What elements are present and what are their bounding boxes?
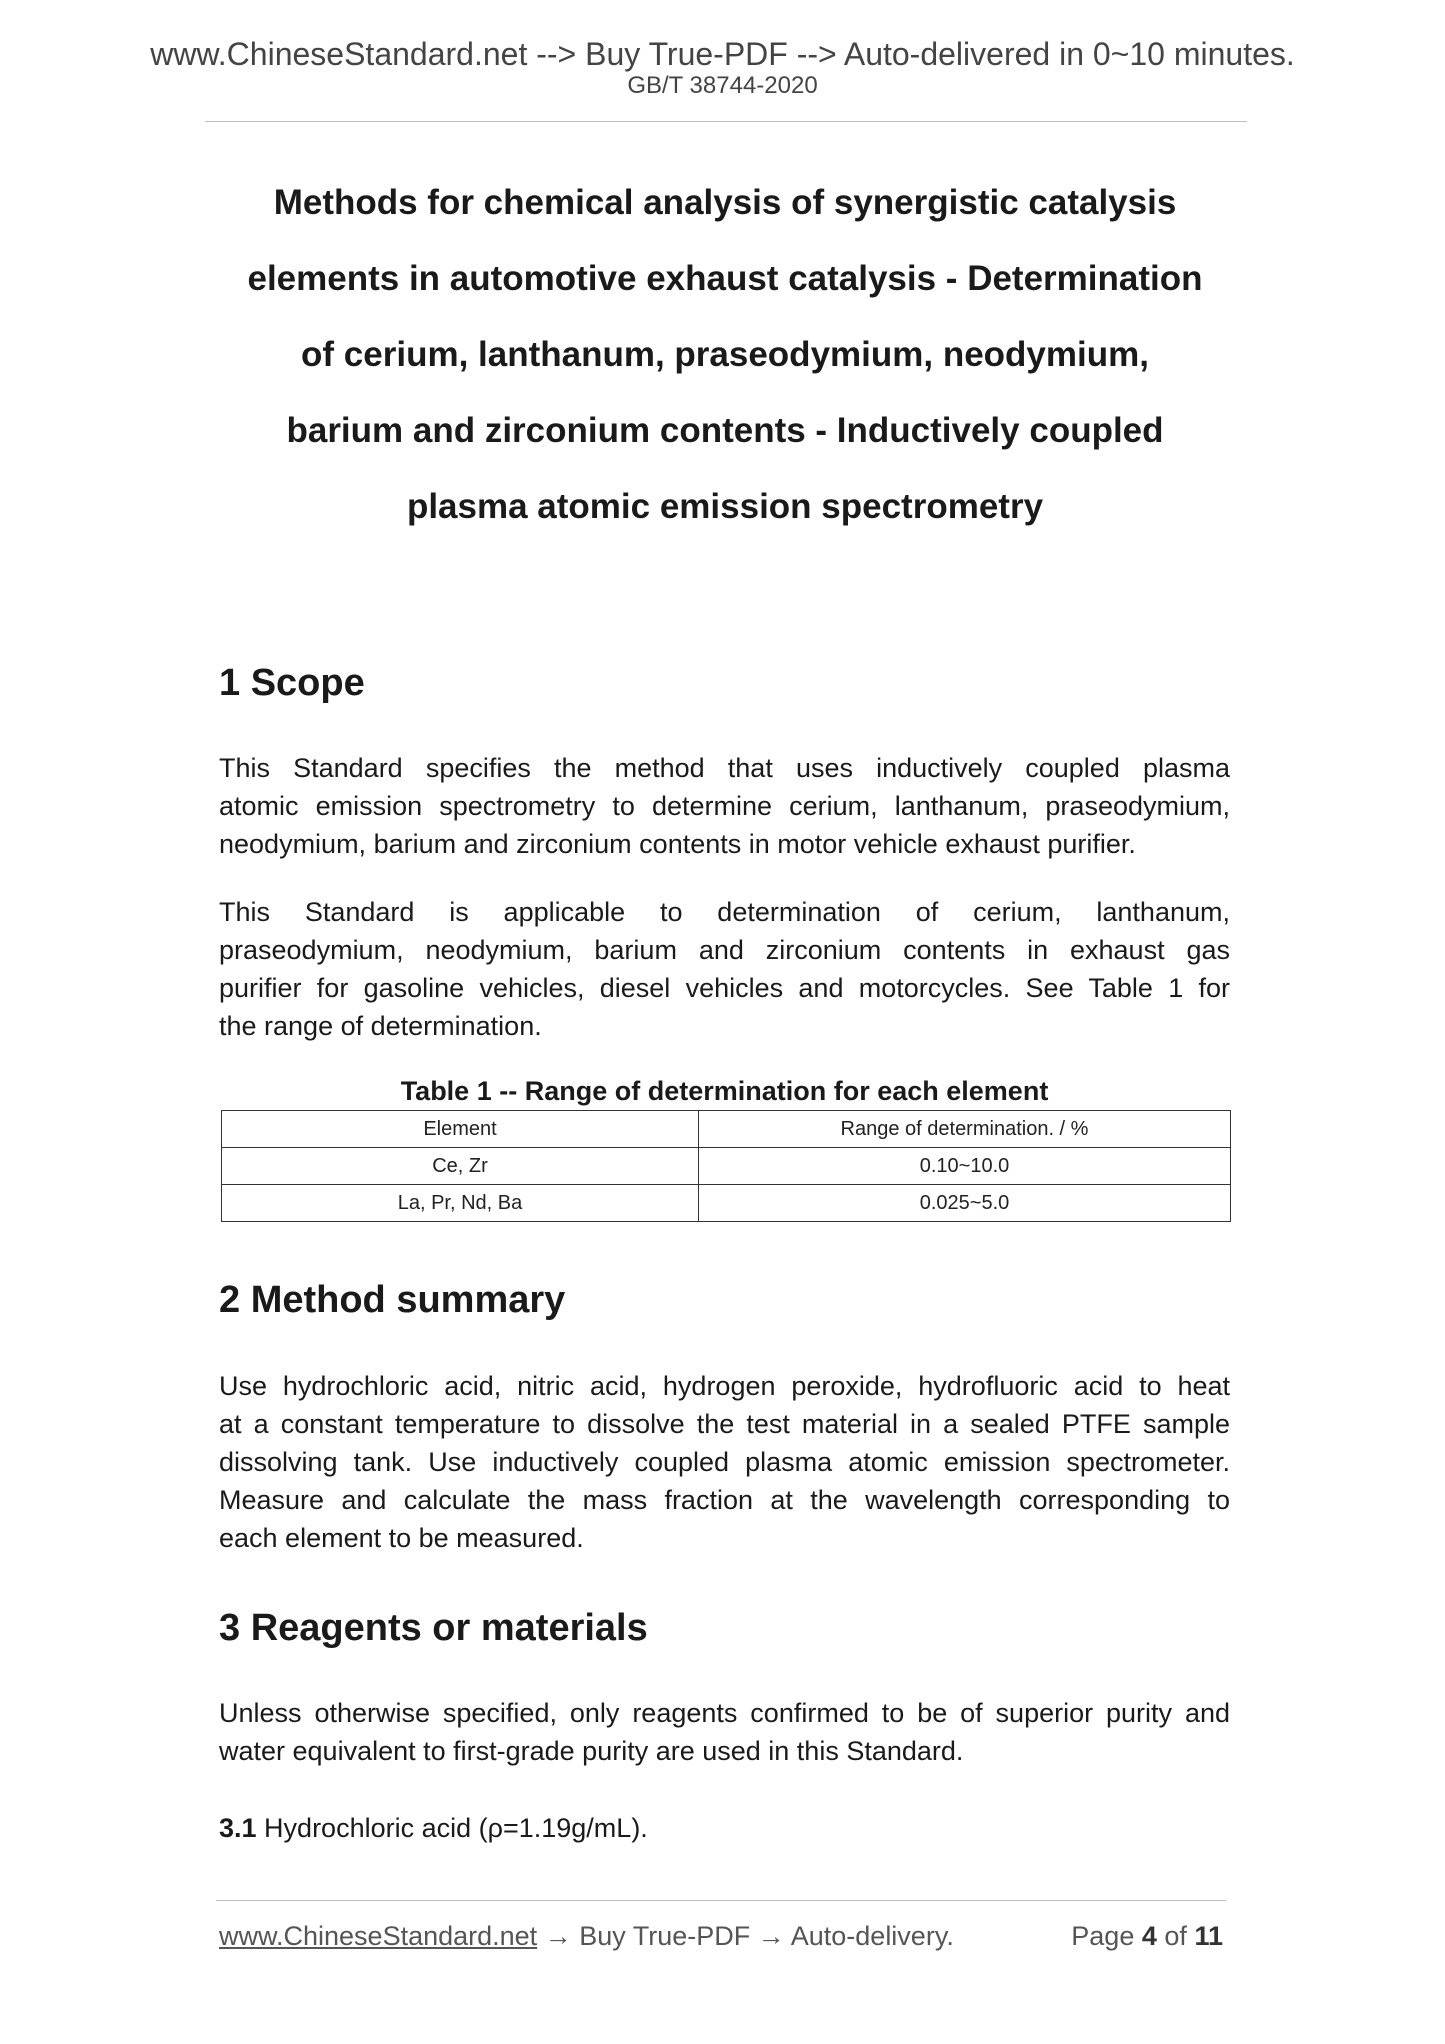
paragraph-line: dissolving tank. Use inductively coupled plasma atomic emission spectrometer. — [219, 1447, 1230, 1477]
table-cell: 0.10~10.0 — [699, 1148, 1231, 1185]
paragraph-line: praseodymium, neodymium, barium and zirconium contents in exhaust gas — [219, 935, 1230, 965]
determination-range-table — [221, 1110, 1231, 1222]
source-banner: www.ChineseStandard.net --> Buy True-PDF --> Auto-delivered in 0~10 minutes. — [150, 36, 1295, 72]
title-line: of cerium, lanthanum, praseodymium, neodymium, — [301, 335, 1149, 374]
reagents-paragraph — [219, 1694, 1230, 1770]
table-row — [222, 1185, 1231, 1222]
title-line: barium and zirconium contents - Inductively coupled — [286, 411, 1164, 450]
paragraph-line: atomic emission spectrometry to determine cerium, lanthanum, praseodymium, — [219, 791, 1230, 821]
paragraph-line: water equivalent to first-grade purity are used in this Standard. — [219, 1736, 964, 1766]
footer-website-link[interactable]: www.ChineseStandard.net — [219, 1921, 538, 1951]
table-header-cell: Element — [222, 1111, 699, 1148]
paragraph-line: purifier for gasoline vehicles, diesel vehicles and motorcycles. See Table 1 for — [219, 973, 1230, 1003]
table-cell: La, Pr, Nd, Ba — [222, 1185, 699, 1222]
paragraph-line: This Standard specifies the method that uses inductively coupled plasma — [219, 753, 1230, 783]
reagent-item-3-1 — [219, 1809, 1230, 1847]
page-label: Page — [1071, 1921, 1135, 1951]
header-divider — [205, 121, 1247, 122]
paragraph-line: Unless otherwise specified, only reagents confirmed to be of superior purity and — [219, 1698, 1230, 1728]
paragraph-line: at a constant temperature to dissolve the test material in a sealed PTFE sample — [219, 1409, 1230, 1439]
paragraph-line: Measure and calculate the mass fraction at the wavelength corresponding to — [219, 1485, 1230, 1515]
method-summary-paragraph — [219, 1367, 1230, 1557]
table-caption: Table 1 -- Range of determination for each element — [400, 1076, 1049, 1106]
paragraph-line: This Standard is applicable to determination of cerium, lanthanum, — [219, 897, 1230, 927]
clause-text: Hydrochloric acid (ρ=1.19g/mL). — [256, 1813, 648, 1843]
section-heading-method-summary: 2 Method summary — [219, 1279, 566, 1321]
title-line: plasma atomic emission spectrometry — [406, 487, 1044, 526]
section-heading-reagents: 3 Reagents or materials — [219, 1607, 648, 1649]
paragraph-line: Use hydrochloric acid, nitric acid, hydrogen peroxide, hydrofluoric acid to heat — [219, 1371, 1230, 1401]
paragraph-line: neodymium, barium and zirconium contents in motor vehicle exhaust purifier. — [219, 829, 1136, 859]
table-cell: 0.025~5.0 — [699, 1185, 1231, 1222]
reagent-item-line — [219, 1809, 1230, 1847]
scope-paragraph-1 — [219, 749, 1230, 863]
title-line: elements in automotive exhaust catalysis - Determination — [247, 259, 1203, 298]
scope-paragraph-2 — [219, 893, 1230, 1045]
table-cell: Ce, Zr — [222, 1148, 699, 1185]
paragraph-line: each element to be measured. — [219, 1523, 584, 1553]
footer-divider — [216, 1900, 1226, 1901]
document-title — [200, 165, 1250, 545]
page-indicator — [1071, 1923, 1223, 1950]
table-row — [222, 1148, 1231, 1185]
page-footer — [219, 1923, 1223, 1950]
of-label: of — [1164, 1921, 1187, 1951]
paragraph-line: the range of determination. — [219, 1011, 542, 1041]
page-number: 4 — [1141, 1921, 1157, 1951]
table-header-row — [222, 1111, 1231, 1148]
footer-tagline: → Buy True-PDF → Auto-delivery. — [537, 1921, 954, 1951]
page-total: 11 — [1194, 1921, 1223, 1951]
standard-code: GB/T 38744-2020 — [627, 72, 818, 99]
table-header-cell: Range of determination. / % — [699, 1111, 1231, 1148]
section-heading-scope: 1 Scope — [219, 662, 365, 704]
title-line: Methods for chemical analysis of synergistic catalysis — [273, 183, 1177, 222]
clause-number: 3.1 — [219, 1813, 257, 1843]
